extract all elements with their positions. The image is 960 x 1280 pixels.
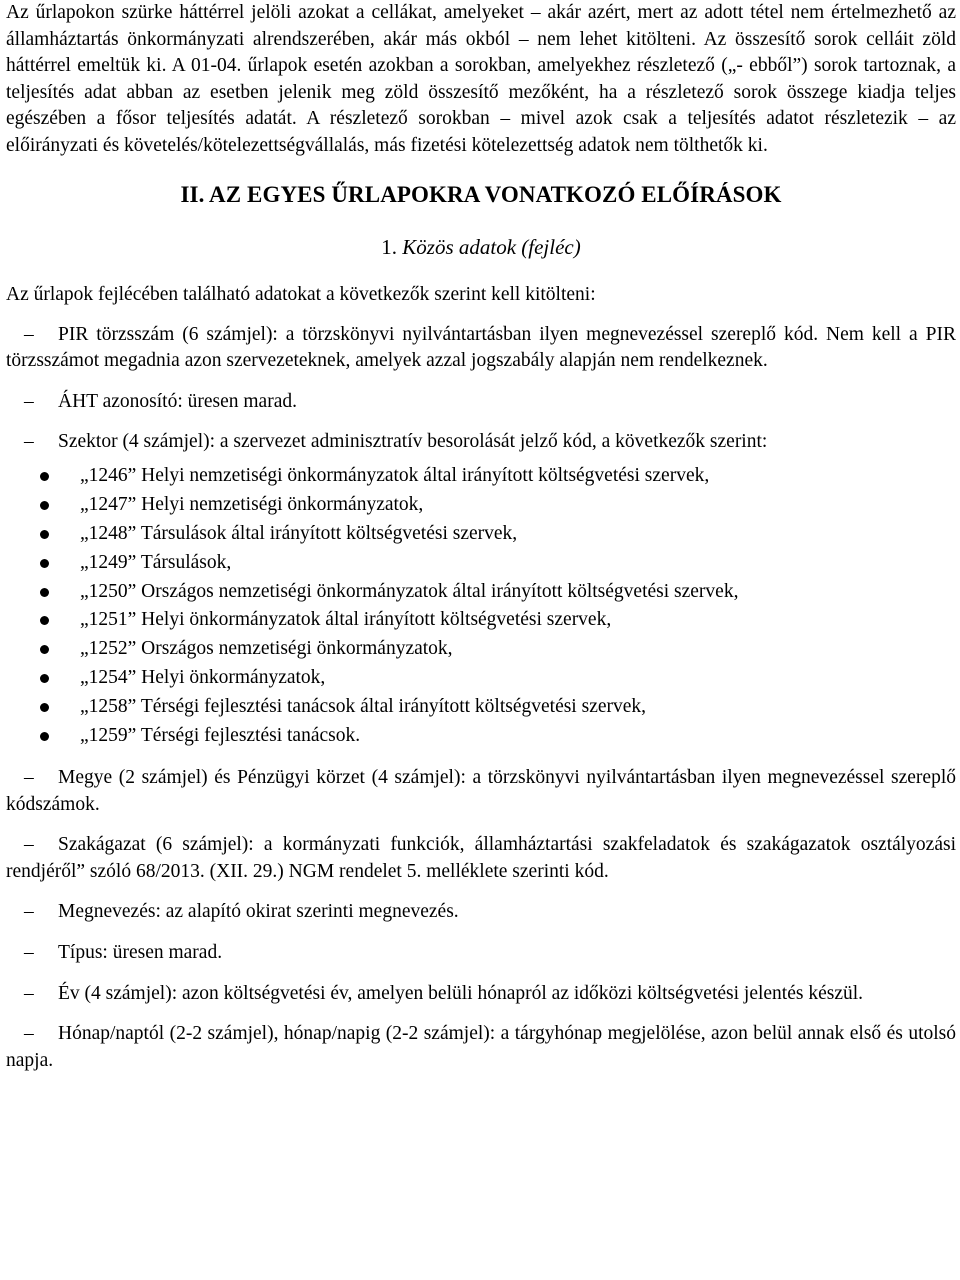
bullet-icon xyxy=(40,616,49,625)
megye-item xyxy=(6,765,956,818)
list-item: „1254” Helyi önkormányzatok, xyxy=(6,664,956,693)
list-item: „1252” Országos nemzetiségi önkormányzatok, xyxy=(6,635,956,664)
list-item: „1251” Helyi önkormányzatok által irányított költségvetési szervek, xyxy=(6,606,956,635)
list-item: „1247” Helyi nemzetiségi önkormányzatok, xyxy=(6,491,956,520)
dash-marker: – xyxy=(24,901,34,923)
list-item: „1246” Helyi nemzetiségi önkormányzatok által irányított költségvetési szervek, xyxy=(6,462,956,491)
bullet-icon xyxy=(40,472,49,481)
list-item: „1248” Társulások által irányított költségvetési szervek, xyxy=(6,520,956,549)
list-item: „1249” Társulások, xyxy=(6,549,956,578)
aht-text: ÁHT azonosító: üresen marad. xyxy=(58,390,297,412)
szektor-item xyxy=(6,429,956,456)
bullet-icon xyxy=(40,559,49,568)
honap-text: Hónap/naptól (2-2 számjel), hónap/napig (2-2 számjel): a tárgyhónap megjelölése, azon belül annak első és utolsó napja. xyxy=(6,1023,956,1071)
honap-item xyxy=(6,1021,956,1074)
dash-marker: – xyxy=(24,941,34,963)
dash-marker: – xyxy=(24,390,34,412)
list-item: „1250” Országos nemzetiségi önkormányzatok által irányított költségvetési szervek, xyxy=(6,578,956,607)
szakagazat-text: Szakágazat (6 számjel): a kormányzati funkciók, államháztartási szakfeladatok és szakágazatok osztályozási rendjéről” szóló 68/2013. (XII. 29.) NGM rendelet 5. melléklete szerinti kód. xyxy=(6,834,956,882)
bullet-icon xyxy=(40,732,49,741)
list-item: „1259” Térségi fejlesztési tanácsok. xyxy=(6,722,956,751)
bullet-icon xyxy=(40,501,49,510)
bullet-icon xyxy=(40,645,49,654)
sector-code-list xyxy=(6,462,956,751)
document-page xyxy=(6,0,956,1074)
list-item: „1258” Térségi fejlesztési tanácsok által irányított költségvetési szervek, xyxy=(6,693,956,722)
pir-item xyxy=(6,322,956,375)
subsection-title: Közös adatok (fejléc) xyxy=(402,234,581,259)
intro-paragraph: Az űrlapokon szürke háttérrel jelöli azokat a cellákat, amelyeket – akár azért, mert az adott tétel nem értelmezhető az államháztartás önkormányzati alrendszerében, akár más okból – nem lehet kitölteni. Az összesítő sorok celláit zöld háttérrel emeltük ki. A 01-04. űrlapok esetén azokban a sorokban, amelyekhez részletező („- ebből”) sorok tartoznak, a teljesítés adat abban az esetben jelenik meg zöld összesítő mezőként, ha a részletező sorok összege kiadja teljes egészében a fősor teljesítés adatát. A részletező sorokban – mivel azok csak a teljesítés adatot részletezik – az előirányzati és követelés/kötelezettségvállalás, más fizetési kötelezettség adatok nem tölthetők ki. xyxy=(6,2,956,156)
bullet-icon xyxy=(40,588,49,597)
subsection-heading xyxy=(6,232,956,262)
szektor-text: Szektor (4 számjel): a szervezet adminisztratív besorolását jelző kód, a következők szerint: xyxy=(58,431,768,453)
section-heading: II. AZ EGYES ŰRLAPOKRA VONATKOZÓ ELŐÍRÁSOK xyxy=(180,181,782,207)
bullet-icon xyxy=(40,674,49,683)
tipus-item xyxy=(6,940,956,967)
szakagazat-item xyxy=(6,832,956,885)
tipus-text: Típus: üresen marad. xyxy=(58,941,223,963)
megnevezes-item xyxy=(6,899,956,926)
dash-marker: – xyxy=(24,1023,34,1045)
dash-marker: – xyxy=(24,767,34,788)
dash-marker: – xyxy=(24,834,34,856)
megye-text: Megye (2 számjel) és Pénzügyi körzet (4 számjel): a törzskönyvi nyilvántartásban ilyen megnevezéssel szereplő kódszámok. xyxy=(6,767,956,815)
subsection-number: 1. xyxy=(381,234,398,259)
pir-text: PIR törzsszám (6 számjel): a törzskönyvi nyilvántartásban ilyen megnevezéssel szereplő kód. Nem kell a PIR törzsszámot megadnia azon szervezeteknek, amelyek azzal jogszabály alapján nem rendelkeznek. xyxy=(6,323,956,372)
dash-marker: – xyxy=(24,982,34,1004)
ev-text: Év (4 számjel): azon költségvetési év, amelyen belüli hónapról az időközi költségvetési jelentés készül. xyxy=(58,982,864,1004)
bullet-icon xyxy=(40,530,49,539)
aht-item xyxy=(6,389,956,416)
dash-marker: – xyxy=(24,323,34,345)
lead-text: Az űrlapok fejlécében található adatokat a következők szerint kell kitölteni: xyxy=(6,283,596,305)
dash-marker: – xyxy=(24,431,34,453)
ev-item xyxy=(6,981,956,1008)
megnevezes-text: Megnevezés: az alapító okirat szerinti megnevezés. xyxy=(58,901,459,923)
bullet-icon xyxy=(40,703,49,712)
